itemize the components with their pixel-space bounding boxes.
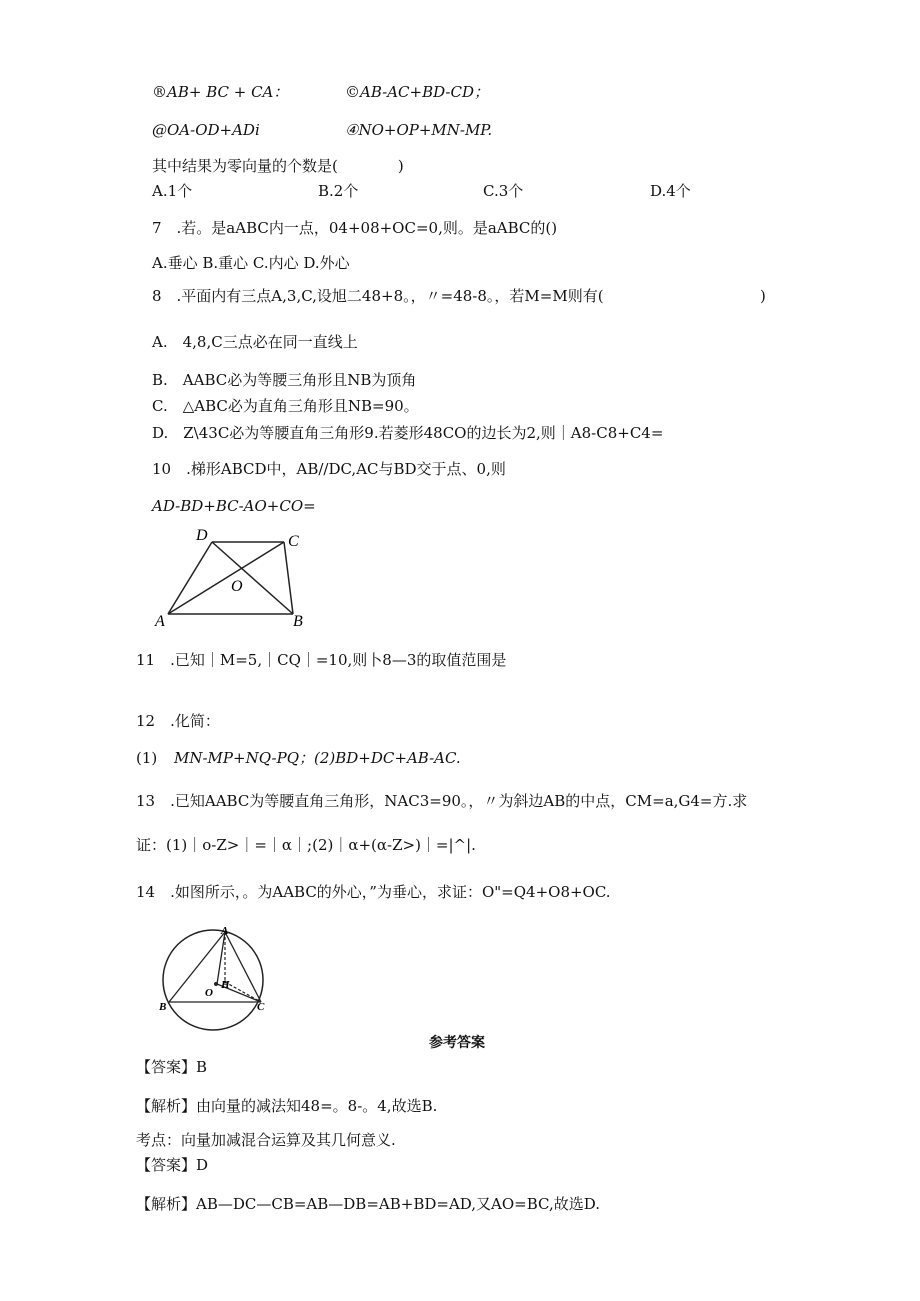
q14-stem: 14 .如图所示，。为AABC的外心，”为垂心，求证：O"=Q4+O8+OC. [136,883,611,901]
q6-stem: 其中结果为零向量的个数是( ) [152,157,404,175]
circle-label-o: O [205,987,213,999]
q6-choice-c: C.3个 [483,182,524,200]
q6-option-2: ©AB-AC+BD-CD； [345,83,489,101]
q7-stem: 7 .若。是aABC内一点，04+08+OC=0,则。是aABC的() [152,219,558,237]
q6-choice-d: D.4个 [650,182,691,200]
q8-choice-c: C. △ABC必为直角三角形且NB=90。 [152,397,419,415]
circle-label-c: C [257,1001,265,1013]
knowledge-point-1: 考点：向量加减混合运算及其几何意义. [136,1131,396,1149]
q8-stem: 8 .平面内有三点A,3,C,设旭二48+8。，〃=48-8。，若M=M则有( [152,287,604,305]
q11-stem: 11 .已知｜M=5,｜CQ｜=10,则卜8—3的取值范围是 [136,651,507,669]
circle-label-h: H [221,979,230,991]
q12-expressions: MN-MP+NQ-PQ；(2)BD+DC+AB-AC. [174,749,461,767]
q10-expression: AD-BD+BC-AO+CO= [152,497,316,515]
trap-label-b: B [293,613,303,630]
q8-choice-a: A. 4,8,C三点必在同一直线上 [152,333,358,351]
explanation-1: 【解析】由向量的减法知48=。8-。4,故选B. [136,1097,438,1115]
q6-option-3: @OA-OD+ADi [152,121,260,139]
explanation-2: 【解析】AB—DC—CB=AB—DB=AB+BD=AD,又AO=BC,故选D. [136,1195,601,1213]
answer-1: 【答案】B [136,1058,208,1076]
q13-stem: 13 .已知AABC为等腰直角三角形，NAC3=90。，〃为斜边AB的中点，CM=a,G4=方.求 [136,792,748,810]
q8-close-paren: ) [760,287,766,305]
answers-heading: 参考答案 [429,1035,485,1051]
q6-option-4: ④NO+OP+MN-MP. [345,121,493,139]
circle-label-b: B [159,1001,167,1013]
trap-label-d: D [196,527,208,544]
trap-label-a: A [155,613,165,630]
trapezoid-figure [150,522,320,632]
q8-choice-d: D. Z\43C必为等腰直角三角形9.若菱形48CO的边长为2,则｜A8-C8+C4= [152,424,664,442]
circle-label-a: A [221,925,229,937]
q12-stem: 12 .化简： [136,712,220,730]
q6-choice-b: B.2个 [318,182,359,200]
q8-choice-b: B. AABC必为等腰三角形且NB为顶角 [152,371,417,389]
q12-number: (1) [136,749,158,767]
trap-label-c: C [288,533,299,550]
answer-2: 【答案】D [136,1156,209,1174]
q6-choice-a: A.1个 [152,182,193,200]
q6-option-1: ®AB+ BC + CA： [152,83,289,101]
q13-proof: 证：(1)｜o-Z>｜=｜α｜;(2)｜α+(α-Z>)｜=|^|. [136,836,476,854]
circumcircle-figure [155,922,275,1034]
q10-stem: 10 .梯形ABCD中，AB//DC,AC与BD交于点、0,则 [152,460,506,478]
trap-label-o: O [231,578,243,595]
q7-choices: A.垂心 B.重心 C.内心 D.外心 [152,254,350,272]
